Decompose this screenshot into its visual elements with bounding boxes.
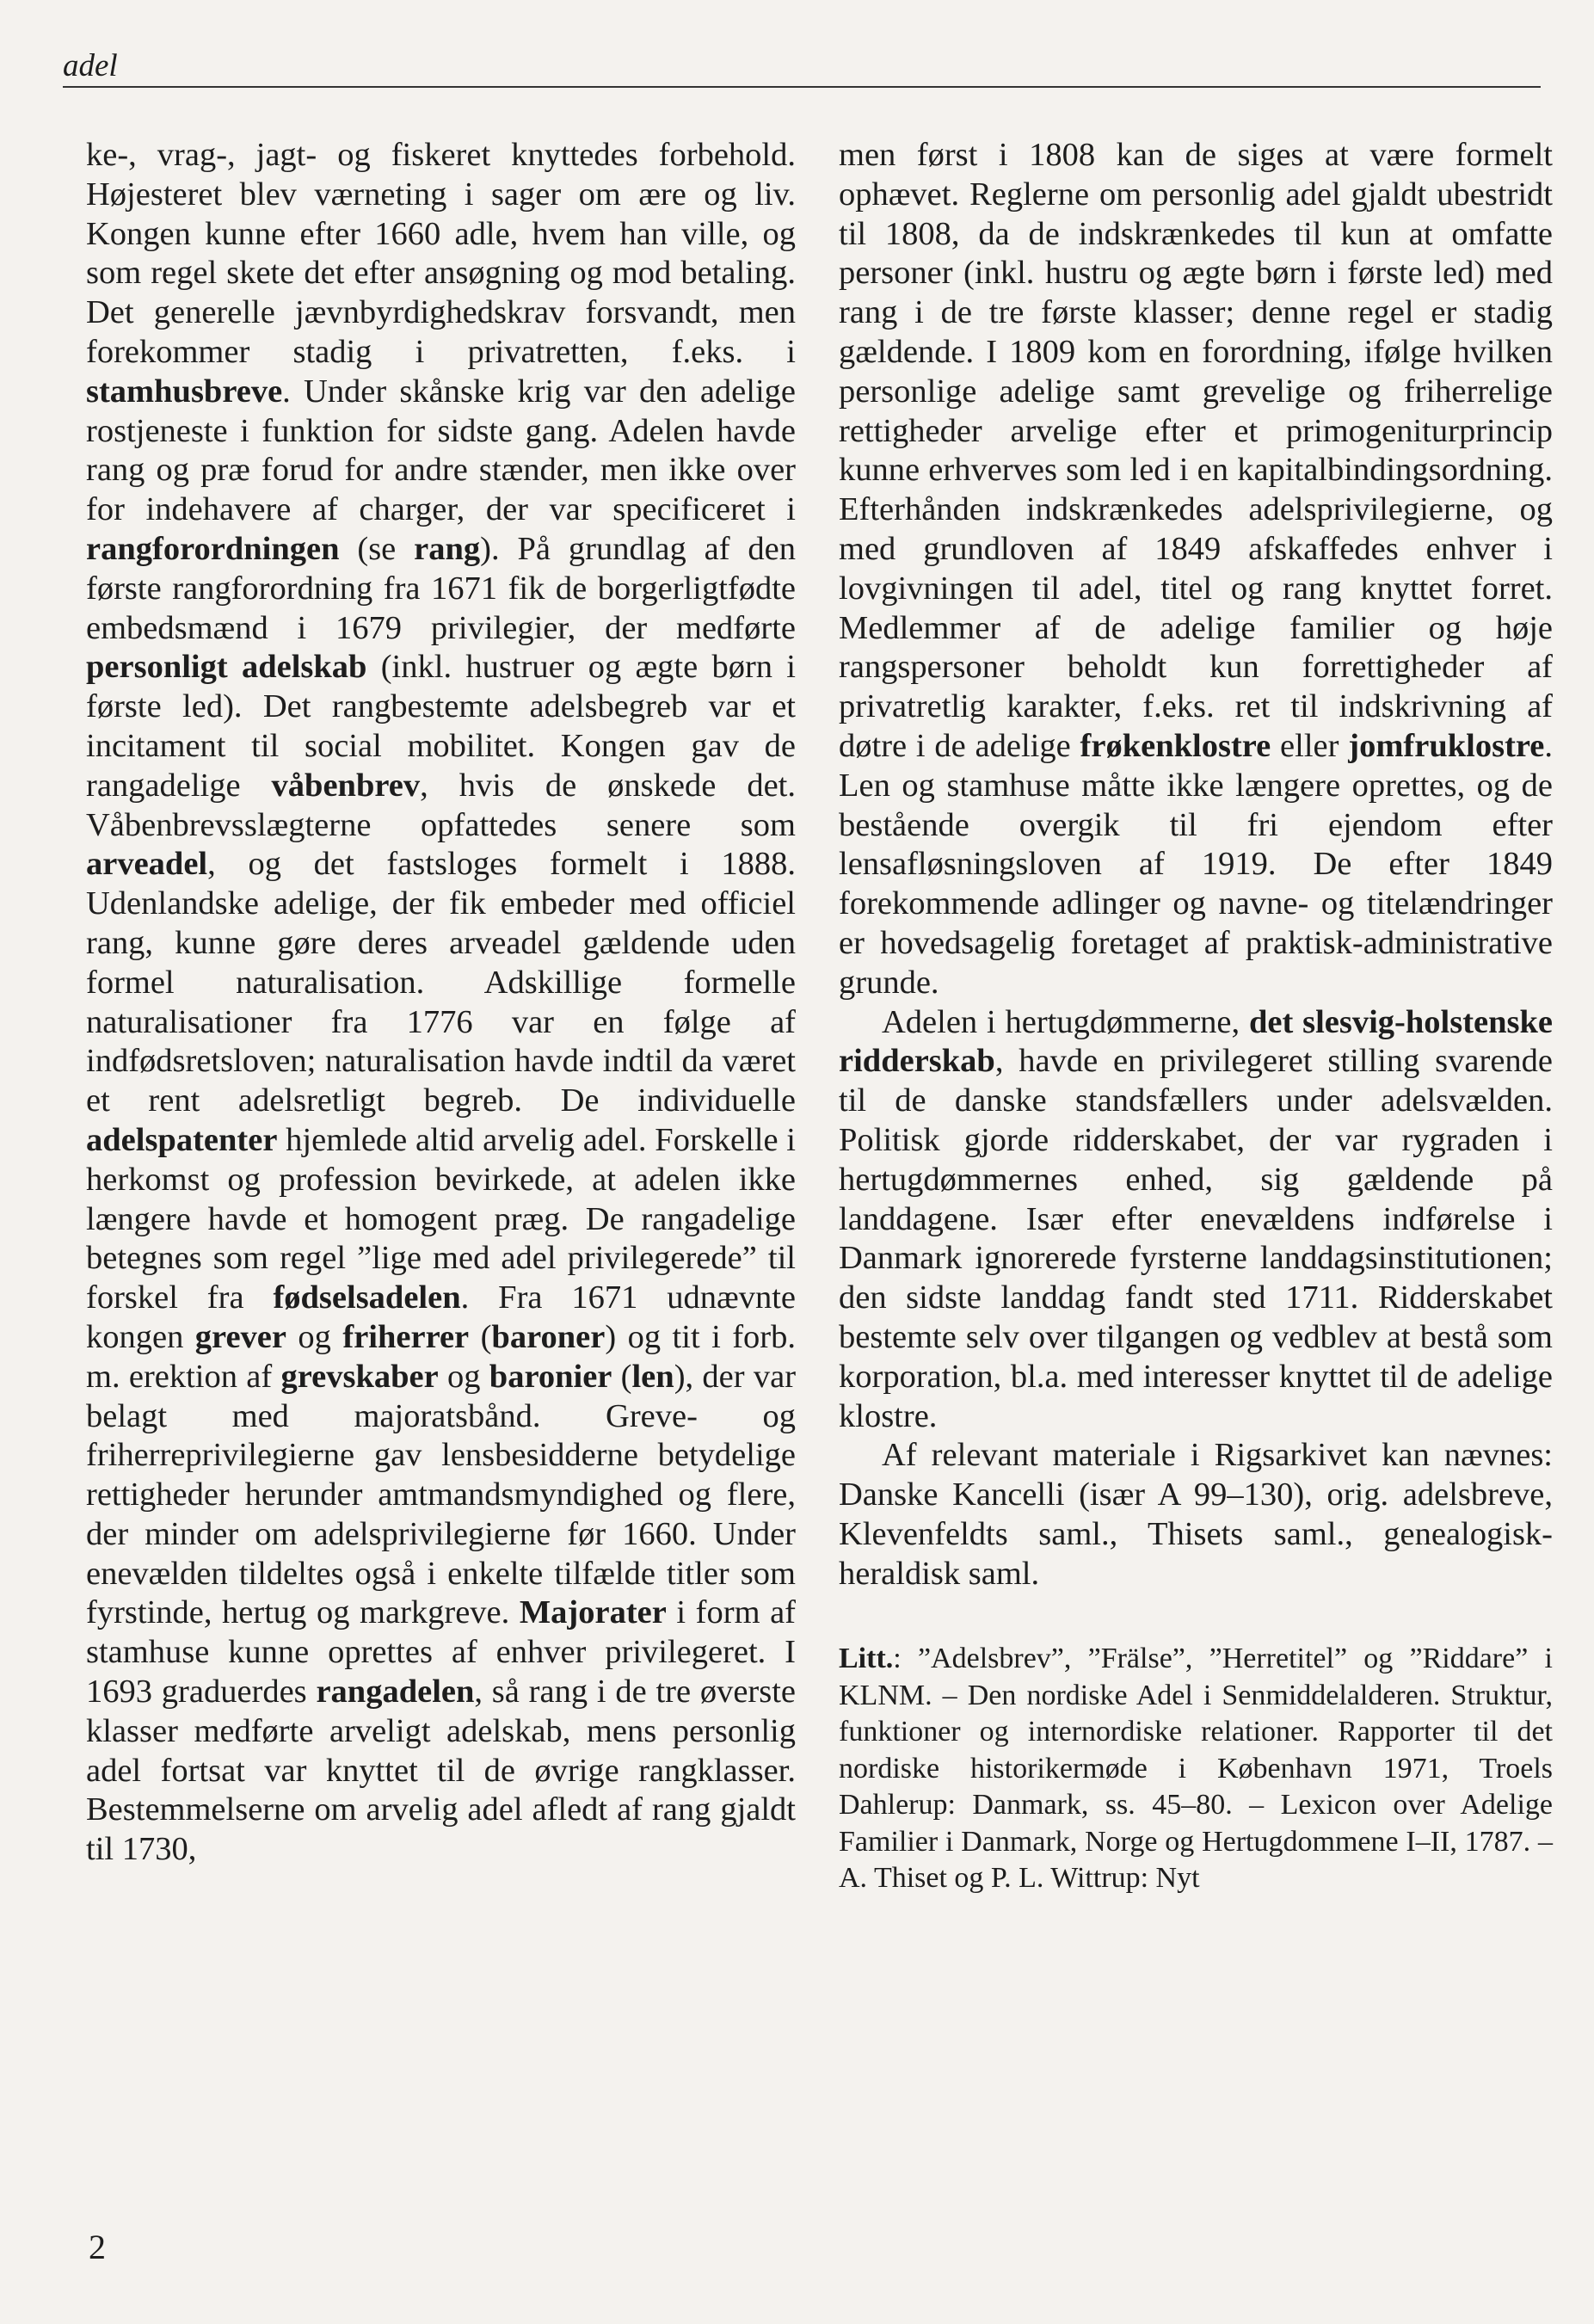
bold-term: baroner (491, 1318, 606, 1355)
bold-term: rangadelen (316, 1674, 475, 1711)
text-run: ( (612, 1358, 632, 1395)
bold-term: friherrer (342, 1318, 470, 1355)
text-run: hjemlede altid arvelig adel. Forskelle i herkomst og profession bevirkede, at adelen ikke længere havde et homogent præg. De rangadelige betegnes som regel ”lige med adel privilegerede” til forskel fra (86, 1121, 796, 1316)
paragraph (839, 1003, 1553, 1437)
paragraph (86, 136, 796, 1870)
text-run: ). På grundlag af den første rangforordning fra 1671 fik de borgerligtfødte embedsmænd i 1679 privilegier, der medførte (86, 530, 796, 646)
text-run: ) og tit i forb. m. erektion af (86, 1318, 797, 1395)
bold-term: personligt adelskab (86, 649, 367, 686)
bold-term: det slesvig-holstenske ridderskab (839, 1003, 1554, 1080)
bold-term: frøkenklostre (1080, 727, 1271, 764)
text-run: . Len og stamhuse måtte ikke længere oprettes, og de bestående overgik til fri ejendom efter lensafløsningsloven af 1919. De efter 1849 forekommende adlinger og navne- og titelændringer er hovedsagelig foretaget af praktisk-administrative grunde. (839, 727, 1553, 1001)
text-run: Af relevant materiale i Rigsarkivet kan nævnes: Danske Kancelli (især A 99–130), orig. adelsbreve, Klevenfeldts saml., Thisets saml., genealogisk-heraldisk saml. (839, 1437, 1553, 1592)
header-rule (63, 86, 1541, 88)
text-run: eller (1271, 727, 1349, 764)
bold-term: baronier (489, 1358, 612, 1395)
text-run: , så rang i de tre øverste klasser medførte arveligt adelskab, mens personlig adel fortsat var knyttet til de øvrige rangklasser. Bestemmelserne om arvelig adel afledt af rang gjaldt til 1730, (86, 1674, 797, 1868)
bold-term: jomfruklostre (1348, 727, 1545, 764)
bold-term: arveadel (86, 846, 208, 883)
text-run: : ”Adelsbrev”, ”Frälse”, ”Herretitel” og ”Riddare” i KLNM. – Den nordiske Adel i Senmiddelalderen. Struktur, funktioner og internordiske relationer. Rapporter til det nordiske historikermøde i København 1971, Troels Dahlerup: Danmark, ss. 45–80. – Lexicon over Adelige Familier i Danmark, Norge og Hertugdommene I–II, 1787. – A. Thiset og P. L. Wittrup: Nyt (839, 1643, 1553, 1895)
literature-references (839, 1641, 1553, 1897)
text-run: ke-, vrag-, jagt- og fiskeret knyttedes forbehold. Højesteret blev værneting i sager om ære og liv. Kongen kunne efter 1660 adle, hvem han ville, og som regel skete det efter ansøgning og mod betaling. Det generelle jævnbyrdighedskrav forsvandt, men forekommer stadig i privatretten, f.eks. i (86, 137, 796, 370)
text-run: (se (339, 530, 415, 567)
bold-term: våbenbrev (271, 767, 421, 804)
right-column (839, 136, 1553, 1897)
text-run: , og det fastsloges formelt i 1888. Udenlandske adelige, der fik embeder med officiel rang, kunne gøre deres arveadel gældende uden formel naturalisation. Adskillige formelle naturalisationer fra 1776 var en følge af indfødsretsloven; naturalisation havde indtil da været et rent adelsretligt begreb. De individuelle (86, 846, 796, 1119)
left-column (86, 136, 796, 1870)
text-run: . Fra 1671 udnævnte kongen (86, 1279, 797, 1355)
bold-term: grevskaber (280, 1358, 439, 1395)
text-run: og (438, 1358, 489, 1395)
text-run: ( (469, 1318, 492, 1355)
bold-term: adelspatenter (86, 1121, 278, 1158)
text-run: Adelen i hertugdømmerne, (882, 1003, 1249, 1040)
bold-term: Litt. (839, 1643, 894, 1675)
text-run: , havde en privilegeret stilling svarende til de danske standsfællers under adelsvælden. Politisk gjorde ridderskabet, der var rygraden i hertugdømmernes enhed, sig gældende på landdagene. Især efter enevældens indførelse i Danmark ignorerede fyrsterne landdagsinstitutionen; den sidste landdag fandt sted 1711. Ridderskabet bestemte selv over tilgangen og vedblev at bestå som korporation, bl.a. med interesser knyttet til de adelige klostre. (839, 1043, 1553, 1434)
text-run: ), der var belagt med majoratsbånd. Greve- og friherreprivilegierne gav lensbesidderne betydelige rettigheder herunder amtmandsmyndighed og flere, der minder om adelsprivilegierne før 1660. Under enevælden tildeltes også i enkelte tilfælde titler som fyrstinde, hertug og markgreve. (86, 1358, 797, 1631)
text-run: . Under skånske krig var den adelige rostjeneste i funktion for sidste gang. Adelen havde rang og præ forud for andre stænder, men ikke over for indehavere af charger, der var specificeret i (86, 373, 796, 528)
bold-term: rangforordningen (86, 530, 340, 567)
page-number: 2 (89, 2228, 106, 2266)
text-run: , hvis de ønskede det. Våbenbrevsslægterne opfattedes senere som (86, 767, 796, 843)
text-run: i form af stamhuse kunne oprettes af enhver privilegeret. I 1693 graduerdes (86, 1594, 796, 1711)
bold-term: rang (414, 530, 481, 567)
bold-term: len (631, 1358, 674, 1395)
bold-term: grever (194, 1318, 286, 1355)
running-title: adel (63, 48, 118, 83)
text-run: men først i 1808 kan de siges at være formelt ophævet. Reglerne om personlig adel gjaldt ubestridt til 1808, da de indskrænkedes til kun at omfatte personer (inkl. hustru og ægte børn i første led) med rang i de tre første klasser; denne regel er stadig gældende. I 1809 kom en forordning, ifølge hvilken personlige adelige samt grevelige og friherrelige rettigheder arvelige efter et primogeniturprincip kunne erhverves som led i en kapitalbindingsordning. Efterhånden indskrænkedes adelsprivilegierne, og med grundloven af 1849 afskaffedes enhver i lovgivningen til adel, titel og rang knyttet forret. Medlemmer af de adelige familier og høje rangspersoner beholdt kun forrettigheder af privatretlig karakter, f.eks. ret til indskrivning af døtre i de adelige (839, 137, 1553, 764)
bold-term: Majorater (519, 1594, 667, 1631)
paragraph (839, 136, 1553, 1003)
text-run: og (286, 1318, 343, 1355)
text-run: (inkl. hustruer og ægte børn i første led). Det rangbestemte adelsbegreb var et incitament til social mobilitet. Kongen gav de rangadelige (86, 649, 797, 804)
bold-term: stamhusbreve (86, 373, 283, 410)
paragraph (839, 1436, 1553, 1594)
bold-term: fødselsadelen (273, 1279, 461, 1316)
